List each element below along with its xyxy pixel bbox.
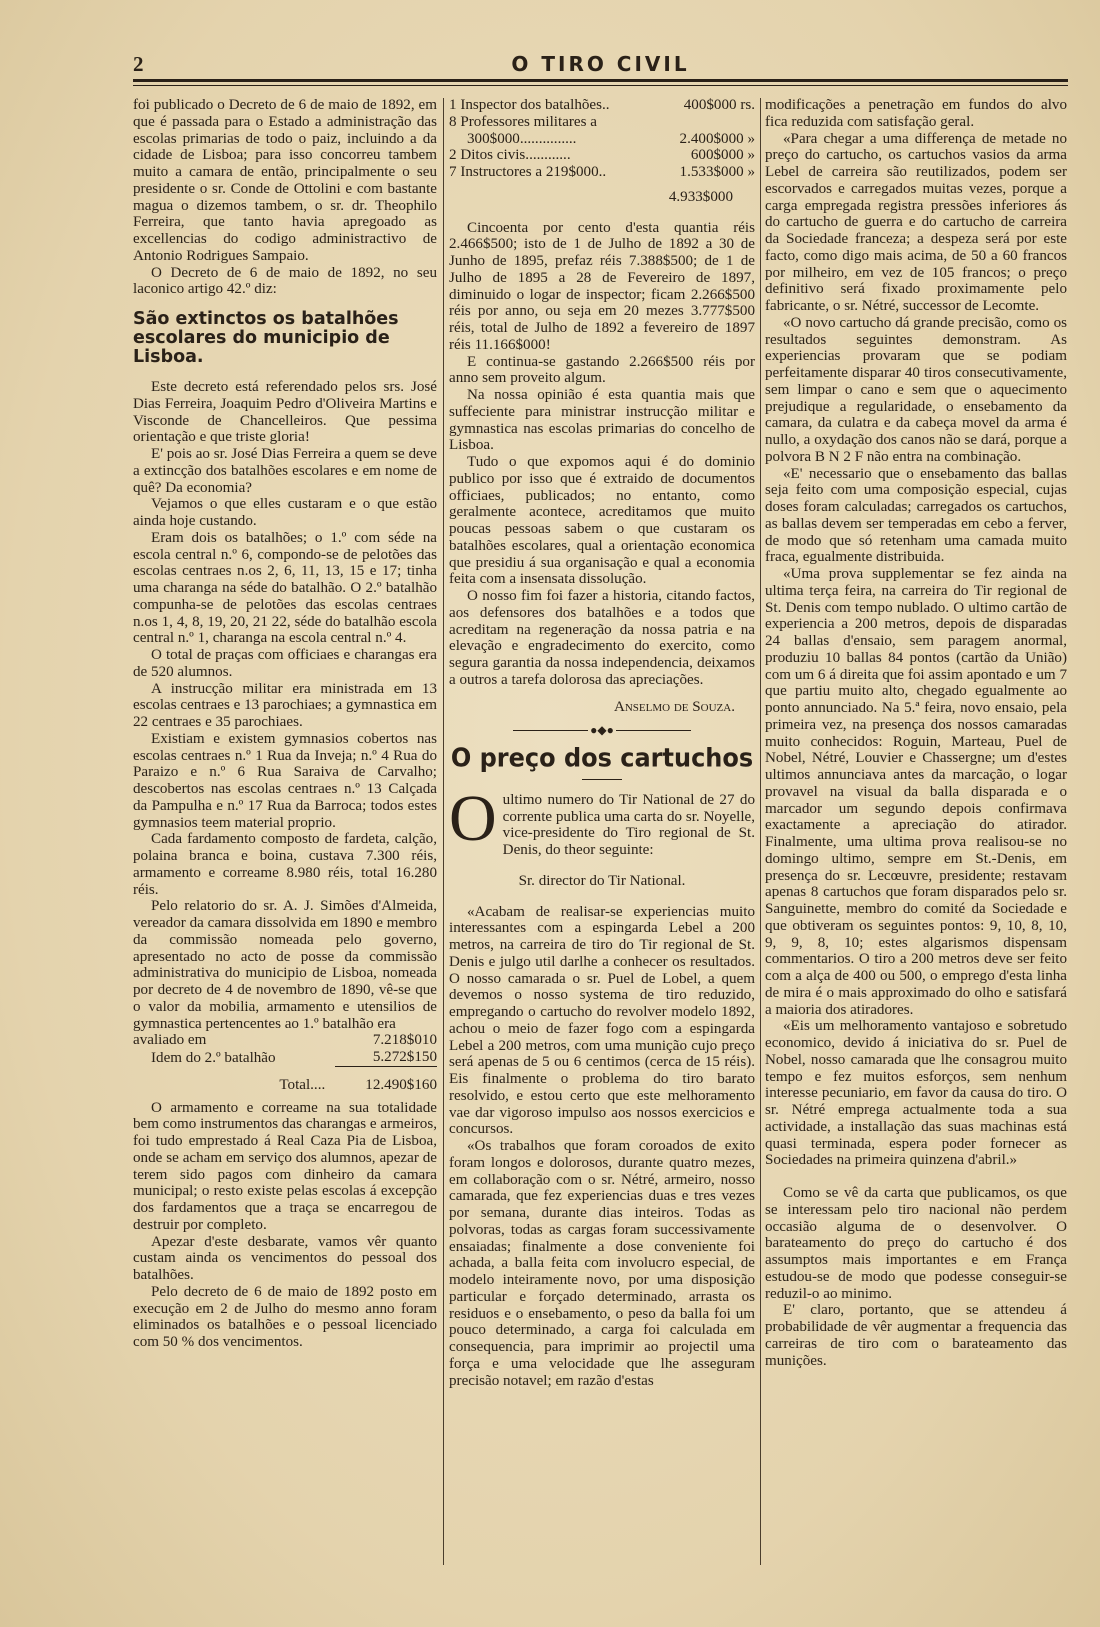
column-divider — [760, 98, 761, 1565]
table-row — [133, 1049, 437, 1066]
page-number: 2 — [133, 52, 144, 76]
section-headline: São extinctos os batalhões escolares do municipio de Lisboa. — [133, 309, 399, 367]
table-row — [449, 164, 755, 181]
paragraph: «Para chegar a uma differença de metade no preço do cartucho, os cartuchos vasios da arma Lebel de carreira são reutilizados, podem ser escorvados e carregados muitas vezes, porque a carga empregada registra pressões inferiores ás do cartucho de guerra e do cartucho de carreira da Sociedade franceza; a despeza será por este facto, como digo mais acima, de 50 a 60 francos por milheiro, em vez de 105 francos; o preço definitivo será fixado proximamente pelo fabricante, o sr. Nétré, successor de Lecomte. — [765, 130, 1067, 314]
paragraph: Tudo o que expomos aqui é do dominio publico por isso que é extraido de documentos officiaes, publicados; no entanto, como geralmente acontece, acreditamos que muito poucas pessoas sabem o que custaram os batalhões escolares, qual a orientação economica que presidiu á sua organisação e qual a economia feita com a insensata dissolução. — [449, 454, 755, 588]
drop-cap: O — [449, 781, 497, 855]
table-row — [449, 147, 755, 164]
paragraph: O Decreto de 6 de maio de 1892, no seu laconico artigo 42.º diz: — [133, 264, 437, 298]
table-row — [449, 114, 755, 131]
paragraph: «O novo cartucho dá grande precisão, como os resultados seguintes demonstram. As experiencias provaram que se podiam perfeitamente disparar 40 tiros consecutivamente, sem limpar o cano e sem que o aquecimento prejudique a regularidade, o ensebamento da camara, da culatra e da cabeça movel da arma é nullo, a oxydação dos canos não se dará, porque a polvora B N 2 F não entra na combinação. — [765, 314, 1067, 465]
paragraph: Na nossa opinião é esta quantia mais que suffeciente para ministrar instrucção militar e gymnastica nas escolas primarias do concelho de Lisboa. — [449, 387, 755, 454]
table-cell-label: Idem do 2.º batalhão — [151, 1049, 276, 1066]
paragraph: Cincoenta por cento d'esta quantia réis 2.466$500; isto de 1 de Julho de 1892 a 30 de Junho de 1895, prefaz réis 7.388$500; de 1 de Julho de 1895 a 28 de Fevereiro de 1897, diminuido o logar de inspector; ficam 2.266$500 réis por anno, ou seja em 20 mezes 3.777$500 réis, total de Julho de 1892 a fevereiro de 1897 réis 11.166$000! — [449, 219, 755, 353]
paragraph: O nosso fim foi fazer a historia, citando factos, aos defensores dos batalhões e a todos que acreditam na regeneração da nossa patria e na elevação e engradecimento do exercito, como segura garantia da nossa independencia, deixamos a outros a tarefa dolorosa das apreciações. — [449, 588, 755, 688]
salutation: Sr. director do Tir National. — [518, 872, 686, 889]
column-1 — [133, 97, 437, 1351]
table-cell-value: 7.218$010 — [372, 1032, 437, 1049]
table-cell-label: 8 Professores militares a — [449, 113, 597, 130]
paragraph: E' claro, portanto, que se attendeu á probabilidade de vêr augmentar a frequencia das carreiras de tiro com o barateamento das munições. — [765, 1302, 1067, 1369]
column-3 — [765, 97, 1067, 1369]
table-row — [449, 181, 755, 206]
paragraph: Pelo relatorio do sr. A. J. Simões d'Almeida, vereador da camara dissolvida em 1890 e membro da commissão nomeada pelo governo, apresentado no acto de posse da commissão administrativa do municipio de Lisboa, nomeada por decreto de 4 de novembro de 1890, vê-se que o valor da mobilia, armamento e utensilios de gymnastica pertencentes ao 1.º batalhão era — [133, 898, 437, 1032]
author-signature: Anselmo de Souza. — [613, 698, 735, 715]
paragraph: foi publicado o Decreto de 6 de maio de 1892, em que é passada para o Estado a administração das escolas primarias de todo o paiz, incluindo a da cidade de Lisboa; para isso concorreu tambem muito a camara de então, principalmente o seu presidente o sr. Conde de Ottolini e com bastante magua o dizemos tambem, o sr. dr. Theophilo Ferreira, que tanto havia apregoado as excellencias do codigo administractivo de Antonio Rodrigues Sampaio. — [133, 97, 437, 264]
table-cell-label: 1 Inspector dos batalhões.. — [449, 97, 610, 113]
ornament-divider: ●◆● — [449, 721, 755, 739]
paragraph: Apezar d'este desbarate, vamos vêr quanto custam ainda os vencimentos do pessoal dos batalhões. — [133, 1233, 437, 1283]
table-cell-value: 2.400$000 » — [679, 130, 755, 147]
table-total-label: Total.... — [279, 1076, 326, 1093]
table-total-value: 12.490$160 — [335, 1066, 437, 1093]
paragraph: ultimo numero do Tir National de 27 do corrente publica uma carta do sr. Noyelle, vice-presidente do Tiro regional de St. Denis, do theor seguinte: — [502, 791, 755, 859]
column-divider — [443, 98, 444, 1565]
table-row — [133, 1066, 437, 1093]
paragraph: «Os trabalhos que foram coroados de exito foram longos e dolorosos, durante quatro mezes, em collaboração com o sr. Nétré, armeiro, nosso camarada, que fez experiencias duas e tres vezes por semana, durante dias inteiros. Todas as polvoras, todas as cargas foram successivamente ensaiadas; finalmente a dose conveniente foi achada, a balla feita com involucro especial, de modelo inteiramente novo, por uma disposição particular e forçado determinado, arrasta os residuos e o ensebamento, o peso da balla foi um pouco determinado, a carga foi calculada em consequencia, para imprimir ao projectil uma força e uma velocidade que lhe asseguram precisão notavel; em razão d'estas — [449, 1138, 755, 1389]
masthead-title: O TIRO CIVIL — [511, 52, 690, 76]
table-cell-value: 1.533$000 » — [679, 164, 755, 180]
salary-table — [449, 97, 755, 206]
table-cell-value: 400$000 rs. — [683, 97, 755, 113]
paragraph: «Uma prova supplementar se fez ainda na ultima terça feira, na carreira do Tir regional de St. Denis com tempo nublado. O ultimo cartão de experiencia a 200 metros, depois de disparadas 24 ballas d'ensaio, sem paragem anormal, produziu 10 ballas 84 pontos (cartão da União) com um 6 á direita que foi assim apontado e um 7 que partiu muito alto, chegado egualmente ao ponto annunciado. Na 5.ª feira, novo ensaio, pela primeira vez, na presença dos nossos camaradas muito conhecidos: Roguin, Marteau, Puel de Nobel, Nétré, Louvier e Chassergne; um d'estes ultimos annunciava antes da marcação, o logar provavel na visual da balla disparada e o marcador um segundo depois confirmava exactamente a apreciação do atirador. Finalmente, uma ultima prova realisou-se no domingo ultimo, sempre em St.-Denis, em presença do sr. Lecœuvre, presidente; restavam apenas 8 cartuchos que foram disparados pelo sr. Sanguinette, membro do comité da Sociedade e que obtiveram os seguintes pontos: 9, 10, 8, 10, 9, 9, 8, 10; estes algarismos dispensam commentarios. O tiro a 200 metros deve ser feito com a alça de 400 ou 500, o emprego d'esta linha de mira é o mais approximado do olho e satisfará a maioria dos atiradores. — [765, 566, 1067, 1018]
title-rule — [582, 779, 622, 780]
paragraph: «Acabam de realisar-se experiencias muito interessantes com a espingarda Lebel a 200 metros, na carreira de tiro do Tir regional de St. Denis e julgo util darlhe a conhecer os resultados. O nosso camarada o sr. Puel de Lobel, a quem devemos o nosso systema de tiro reduzido, empregando o cartucho do revolver modelo 1892, achou o meio de fazer fogo com a espingarda Lebel a 200 metros, com uma munição cujo preço será apenas de 5 ou 6 centimos (cerca de 15 réis). Eis finalmente o problema do tiro barato resolvido, e estou certo que este melhoramento vae dar vigoroso impulso aos nossos exercicios e concursos. — [449, 903, 755, 1138]
paragraph: Pelo decreto de 6 de maio de 1892 posto em execução em 2 de Julho do mesmo anno foram eliminados os batalhões e o pessoal licenciado com 50 % dos vencimentos. — [133, 1283, 437, 1350]
article-lead — [449, 781, 755, 859]
table-row — [133, 1032, 437, 1049]
table-row — [449, 97, 755, 114]
header-rule-thin — [133, 85, 1068, 86]
paragraph: E' pois ao sr. José Dias Ferreira a quem se deve a extincção dos batalhões escolares e em nome de quê? Da economia? — [133, 446, 437, 496]
paragraph: O armamento e correame na sua totalidade bem como instrumentos das charangas e armeiros, foi tudo emprestado á Real Caza Pia de Lisboa, onde se acham em serviço dos alumnos, apezar de terem sido pagos com dinheiro da camara municipal; o resto existe pelas escolas á excepção dos fardamentos que a traça se encarregou de destruir por completo. — [133, 1099, 437, 1233]
paragraph: «Eis um melhoramento vantajoso e sobretudo economico, devido á iniciativa do sr. Puel de Nobel, nosso camarada que lhe consagrou muito tempo e fez muitos esforços, sem nenhum interesse pecuniario, em favor da causa do tiro. O sr. Nétré emprega actualmente toda a sua actividade, a installação das suas machinas está quasi terminada, espera poder fornecer as Sociedades na primeira quinzena d'abril.» — [765, 1018, 1067, 1169]
table-cell-value: 5.272$150 — [372, 1049, 437, 1065]
paragraph: A instrucção militar era ministrada em 13 escolas centraes e 13 parochiaes; a gymnastica em 22 centraes e 35 parochiaes. — [133, 680, 437, 730]
table-cell-label: 7 Instructores a 219$000.. — [449, 164, 607, 180]
paragraph: Vejamos o que elles custaram e o que estão ainda hoje custando. — [133, 496, 437, 529]
table-total-value: 4.933$000 — [668, 188, 733, 205]
table-row — [449, 131, 755, 148]
paragraph: Como se vê da carta que publicamos, os que se interessam pelo tiro nacional não perdem occasião alguma de o desenvolver. O barateamento do preço do cartucho é dos assumptos mais importantes e em França estudou-se de modo que podesse conseguir-se reduzil-o ao minimo. — [765, 1185, 1067, 1302]
paragraph: Eram dois os batalhões; o 1.º com séde na escola central n.º 6, compondo-se de pelotões das escolas centraes n.os 2, 6, 11, 13, 15 e 17; tinha uma charanga na séde do batalhão. O 2.º batalhão compunha-se de pelotões das escolas centraes n.os 1, 4, 8, 19, 20, 21 22, séde do batalhão escola central n.º 1, charanga na escola central n.º 4. — [133, 529, 437, 647]
paragraph: «E' necessario que o ensebamento das ballas seja feito com uma composição especial, cujas doses foram calculadas; carregados os cartuchos, as ballas devem ser temperadas em cebo a ferver, de modo que só retenham uma camada muito fraca, egualmente distribuida. — [765, 465, 1067, 566]
paragraph: Este decreto está referendado pelos srs. José Dias Ferreira, Joaquim Pedro d'Oliveira Martins e Visconde de Chancelleiros. Que pessima orientação e que triste gloria! — [133, 379, 437, 446]
paragraph: Existiam e existem gymnasios cobertos nas escolas centraes n.º 1 Rua da Inveja; n.º 4 Rua do Paraizo e n.º 6 Rua Saraiva de Carvalho; descobertos nas escolas centraes n.º 13 Calçada da Pampulha e n.º 17 Rua da Barroca; todos estes gymnasios teem material proprio. — [133, 730, 437, 831]
table-cell-label: 300$000............... — [467, 130, 577, 147]
table-cell-label: 2 Ditos civis............ — [449, 147, 571, 164]
paragraph: modificações a penetração em fundos do alvo fica reduzida com satisfação geral. — [765, 97, 1067, 130]
page-header — [133, 50, 1068, 88]
article-title: O preço dos cartuchos — [450, 742, 754, 773]
paragraph: O total de praças com officiaes e charangas era de 520 alumnos. — [133, 647, 437, 680]
valuation-table — [133, 1032, 437, 1093]
table-cell-label: avaliado em — [133, 1032, 207, 1049]
paragraph: E continua-se gastando 2.266$500 réis por anno sem proveito algum. — [449, 353, 755, 387]
table-cell-value: 600$000 » — [690, 147, 755, 164]
header-rule — [133, 79, 1068, 82]
paragraph: Cada fardamento composto de fardeta, calção, polaina branca e boina, custava 7.300 réis, armamento e correame 8.980 réis, total 16.280 réis. — [133, 831, 437, 898]
column-2 — [449, 97, 755, 1389]
